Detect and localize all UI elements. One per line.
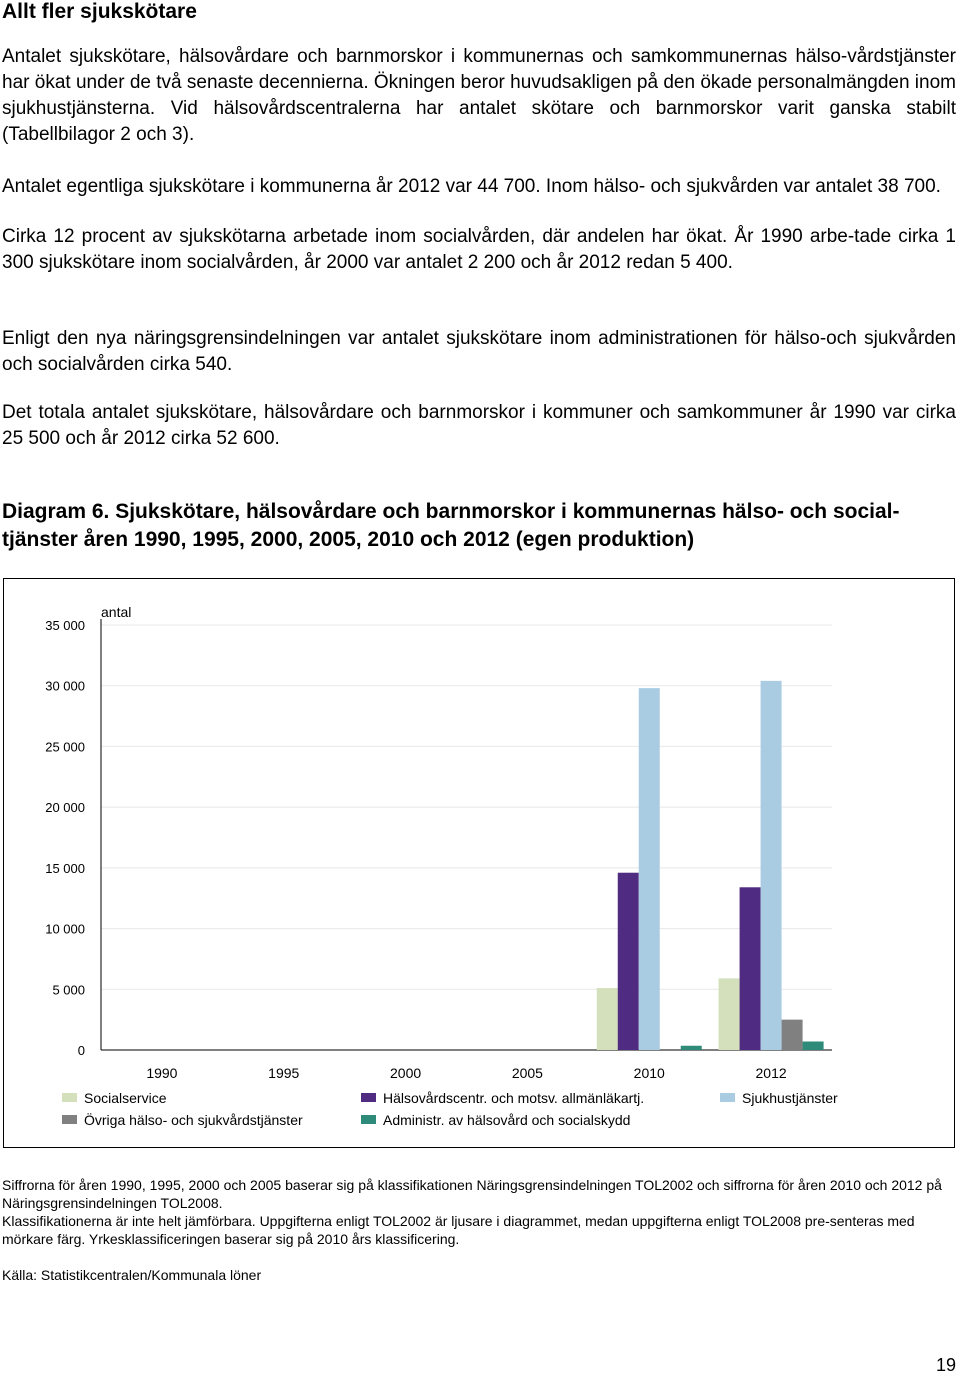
diagram-caption: Diagram 6. Sjukskötare, hälsovårdare och barnmorskor i kommunernas hälso- och social-tjänster åren 1990, 1995, 2000, 2005, 2010 och 2012 (egen produktion)	[2, 500, 900, 551]
bar	[719, 978, 740, 1050]
x-tick-label: 2012	[755, 1065, 787, 1081]
footnote-comparability: Klassifikationerna är inte helt jämförbara. Uppgifterna enligt TOL2002 är ljusare i diagrammet, medan uppgifterna enligt TOL2008 pre-senteras med mörkare färg. Yrkesklassificeringen baserar sig på 2010 års klassificering.	[2, 1213, 915, 1247]
page-number: 19	[935, 1355, 956, 1375]
bar	[761, 681, 782, 1050]
bar	[803, 1042, 824, 1051]
x-tick-label: 1990	[146, 1065, 178, 1081]
paragraph-3: Cirka 12 procent av sjukskötarna arbetade inom socialvården, där andelen har ökat. År 1990 arbe-tade cirka 1 300 sjukskötare inom socialvården, år 2000 var antalet 2 200 och år 2012 redan 5 400.	[2, 226, 956, 273]
bar	[597, 988, 618, 1050]
y-axis-label: antal	[101, 604, 132, 620]
bar	[740, 887, 761, 1050]
legend-swatch	[720, 1093, 735, 1102]
y-tick-label: 20 000	[45, 800, 85, 816]
paragraph-4: Enligt den nya näringsgrensindelningen var antalet sjukskötare inom administrationen för hälso-och sjukvården och socialvården cirka 540.	[2, 328, 956, 375]
bar-chart	[4, 579, 954, 1147]
footnote-classification: Siffrorna för åren 1990, 1995, 2000 och 2005 baserar sig på klassifikationen Näringsgrensindelningen TOL2002 och siffrorna för åren 2010 och 2012 på Näringsgrensindelningen TOL2008.	[2, 1177, 942, 1211]
chart-container	[3, 578, 955, 1148]
source-note: Källa: Statistikcentralen/Kommunala löner	[2, 1267, 262, 1283]
legend-swatch	[62, 1115, 77, 1124]
legend-label: Sjukhustjänster	[742, 1090, 838, 1106]
x-tick-label: 2010	[633, 1065, 665, 1081]
legend-label: Övriga hälso- och sjukvårdstjänster	[84, 1112, 303, 1128]
y-tick-label: 10 000	[45, 921, 85, 937]
legend-swatch	[62, 1093, 77, 1102]
y-tick-label: 25 000	[45, 739, 85, 755]
y-tick-label: 15 000	[45, 860, 85, 876]
bar	[639, 688, 660, 1050]
legend-label: Socialservice	[84, 1090, 167, 1106]
bar	[618, 873, 639, 1050]
x-tick-label: 2000	[390, 1065, 422, 1081]
legend-label: Administr. av hälsovård och socialskydd	[383, 1112, 631, 1128]
paragraph-1: Antalet sjukskötare, hälsovårdare och barnmorskor i kommunernas och samkommunernas hälso-vårdstjänster har ökat under de två senaste decennierna. Ökningen beror huvudsakligen på den ökade personalmängden inom sjukhustjänsterna. Vid hälsovårdscentralerna har antalet skötare och barnmorskor varit ganska stabilt (Tabellbilagor 2 och 3).	[2, 46, 956, 145]
y-tick-label: 5 000	[52, 982, 85, 998]
bar	[681, 1046, 702, 1050]
section-heading: Allt fler sjukskötare	[2, 0, 197, 23]
y-tick-label: 35 000	[45, 618, 85, 633]
y-tick-label: 0	[77, 1043, 85, 1058]
paragraph-2: Antalet egentliga sjukskötare i kommunerna år 2012 var 44 700. Inom hälso- och sjukvården var antalet 38 700.	[2, 176, 941, 197]
legend-swatch	[361, 1093, 376, 1102]
legend-label: Hälsovårdscentr. och motsv. allmänläkartj.	[383, 1090, 645, 1106]
x-tick-label: 1995	[268, 1065, 300, 1081]
x-tick-label: 2005	[511, 1065, 543, 1081]
bar	[782, 1020, 803, 1050]
y-tick-label: 30 000	[45, 678, 85, 694]
paragraph-5: Det totala antalet sjukskötare, hälsovårdare och barnmorskor i kommuner och samkommuner år 1990 var cirka 25 500 och år 2012 cirka 52 600.	[2, 402, 956, 449]
legend-swatch	[361, 1115, 376, 1124]
